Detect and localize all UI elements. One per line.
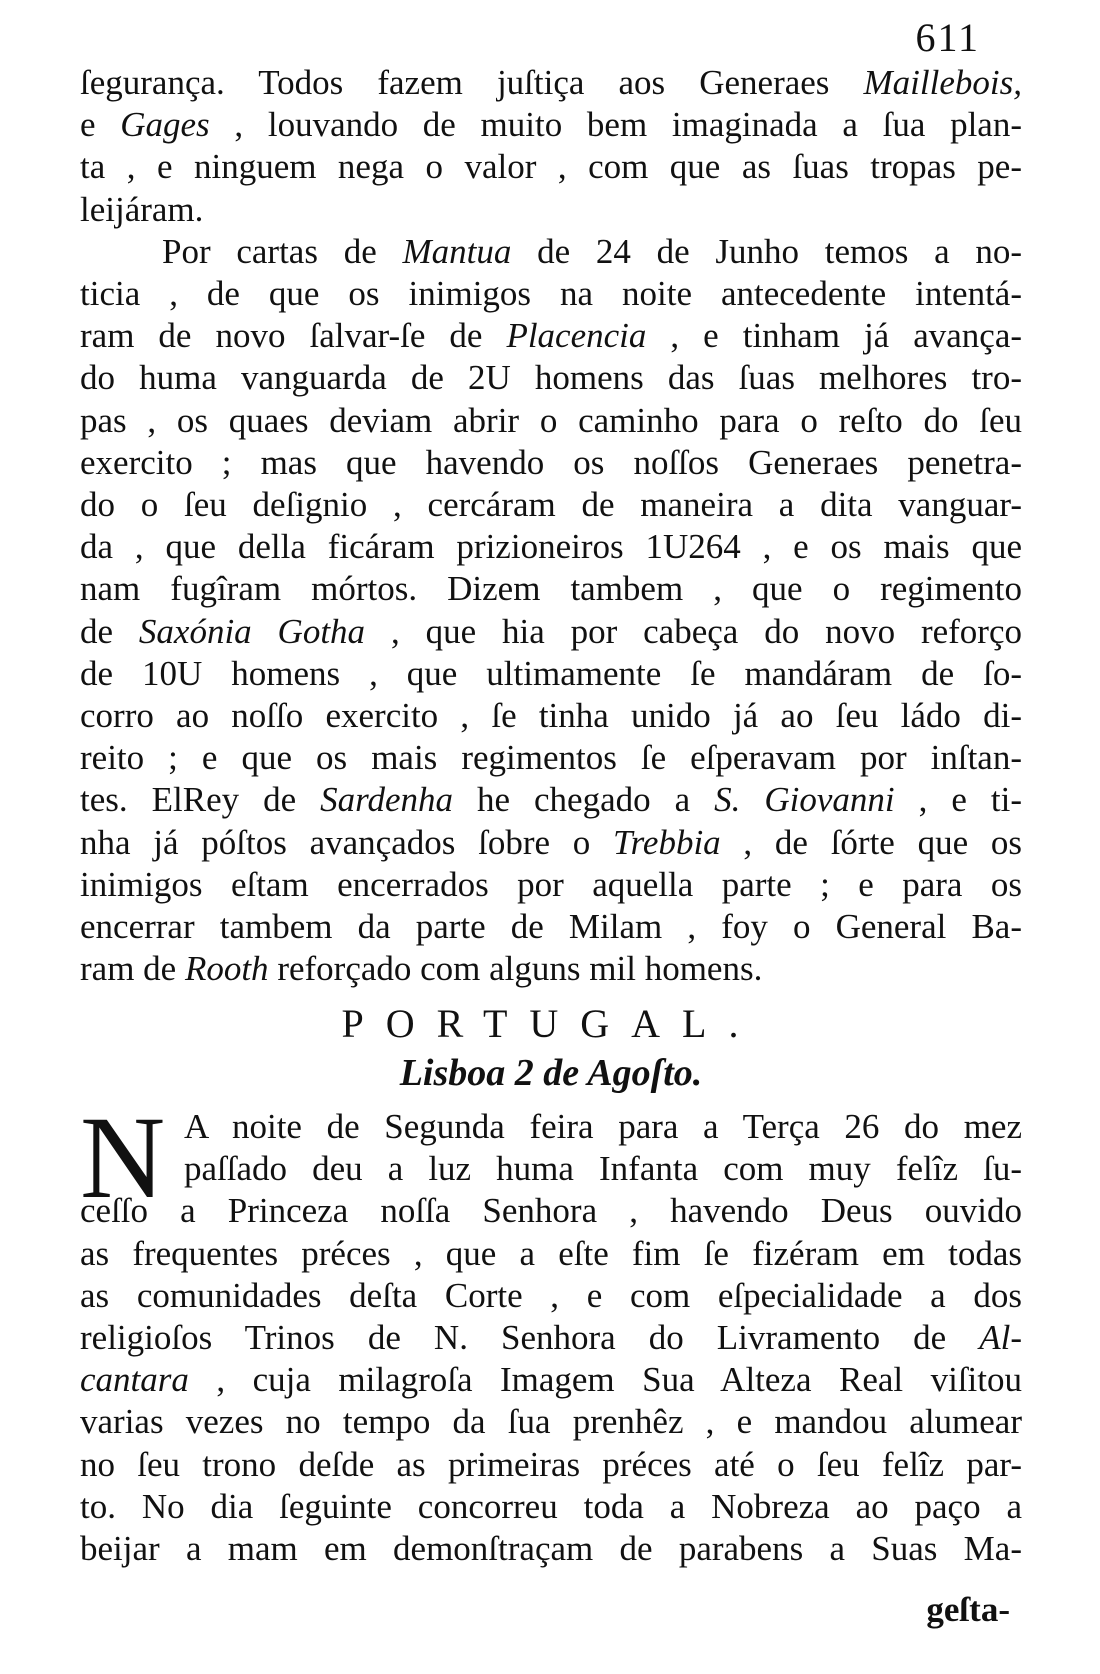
text-line: as frequentes préces , que a eſte fim ſe fizéram em todas <box>80 1233 1022 1273</box>
text-line: tes. ElRey de Sardenha he chegado a S. Giovanni , e ti- <box>80 780 1022 820</box>
text-line: e Gages , louvando de muito bem imaginada a ſua plan- <box>80 105 1022 145</box>
text-line: ram de Rooth reforçado com alguns mil homens. <box>80 949 763 989</box>
paragraph-italy-news <box>80 62 1022 990</box>
text-line: A noite de Segunda feira para a Terça 26 do mez <box>184 1107 1022 1146</box>
catchword: geſta- <box>926 1590 1010 1629</box>
text-line: ticia , de que os inimigos na noite antecedente intentá- <box>80 274 1022 314</box>
text-line: corro ao noſſo exercito , ſe tinha unido já ao ſeu ládo di- <box>80 696 1022 736</box>
text-line: as comunidades deſta Corte , e com eſpecialidade a dos <box>80 1275 1022 1315</box>
text-line: to. No dia ſeguinte concorreu toda a Nobreza ao paço a <box>80 1486 1022 1526</box>
text-line: leijáram. <box>80 189 204 229</box>
text-line: varias vezes no tempo da ſua prenhêz , e mandou alumear <box>80 1402 1022 1442</box>
text-line: do o ſeu deſignio , cercáram de maneira a dita vanguar- <box>80 485 1022 525</box>
text-line: encerrar tambem da parte de Milam , foy o General Ba- <box>80 907 1022 947</box>
text-line: ceſſo a Princeza noſſa Senhora , havendo Deus ouvido <box>80 1191 1022 1231</box>
text-line: do huma vanguarda de 2U homens das ſuas melhores tro- <box>80 358 1022 398</box>
dateline: Lisboa 2 de Agoſto. <box>399 1052 703 1094</box>
text-line: ſegurança. Todos fazem juſtiça aos Generaes Maillebois, <box>80 63 1022 102</box>
text-line: de Saxónia Gotha , que hia por cabeça do novo reforço <box>80 611 1022 651</box>
text-line: religioſos Trinos de N. Senhora do Livramento de Al- <box>80 1318 1022 1358</box>
text-line: pas , os quaes deviam abrir o caminho para o reſto do ſeu <box>80 400 1022 440</box>
text-line: beijar a mam em demonſtraçam de parabens a Suas Ma- <box>80 1529 1022 1569</box>
drop-cap: N <box>80 1092 166 1223</box>
text-line: da , que della ficáram prizioneiros 1U264 , e os mais que <box>80 527 1022 567</box>
text-line: paſſado deu a luz huma Infanta com muy felîz ſu- <box>184 1149 1022 1189</box>
text-line: ta , e ninguem nega o valor , com que as ſuas tropas pe- <box>80 147 1022 187</box>
text-line: Por cartas de Mantua de 24 de Junho temos a no- <box>162 231 1022 271</box>
page-number: 611 <box>915 15 980 60</box>
text-line: nha já póſtos avançados ſobre o Trebbia , de ſórte que os <box>80 822 1022 862</box>
text-line: ram de novo ſalvar-ſe de Placencia , e tinham já avança- <box>80 316 1023 356</box>
text-line: reito ; e que os mais regimentos ſe eſperavam por inſtan- <box>80 738 1022 778</box>
text-line: nam fugîram mórtos. Dizem tambem , que o regimento <box>80 569 1022 609</box>
section-title: PORTUGAL. <box>341 1001 761 1046</box>
text-line: de 10U homens , que ultimamente ſe mandáram de ſo- <box>80 653 1022 693</box>
text-line: cantara , cuja milagroſa Imagem Sua Alteza Real viſitou <box>80 1360 1022 1400</box>
text-line: no ſeu trono deſde as primeiras préces até o ſeu felîz par- <box>80 1444 1022 1484</box>
text-line: inimigos eſtam encerrados por aquella parte ; e para os <box>80 864 1022 904</box>
text-line: exercito ; mas que havendo os noſſos Generaes penetra- <box>80 442 1022 482</box>
paragraph-portugal-news <box>80 1092 1022 1570</box>
